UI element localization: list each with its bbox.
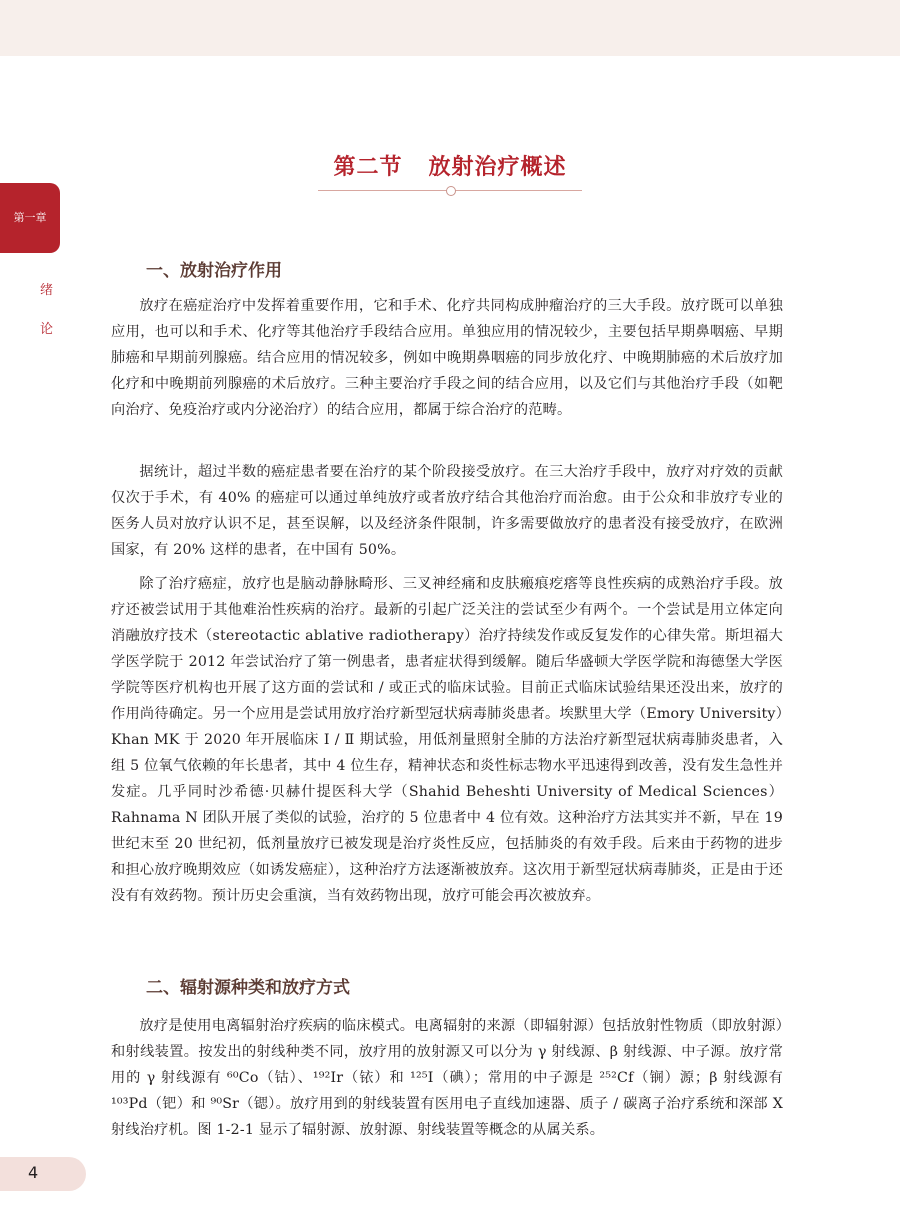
section-name: 放射治疗概述 [428, 155, 567, 180]
chapter-label-char-2: 论 [40, 322, 54, 337]
top-header-band [0, 0, 900, 56]
page-number-badge [0, 1157, 86, 1191]
paragraph-2: 据统计，超过半数的癌症患者要在治疗的某个阶段接受放疗。在三大治疗手段中，放疗对疗效的贡献仅次于手术，有 40% 的癌症可以通过单纯放疗或者放疗结合其他治疗而治愈。由于公众和非放疗专业的医务人员对放疗认识不足，甚至误解，以及经济条件限制，许多需要做放疗的患者没有接受放疗，在欧洲国家，有 20% 这样的患者，在中国有 50%。 [111, 464, 783, 558]
paragraph-1: 放疗在癌症治疗中发挥着重要作用，它和手术、化疗共同构成肿瘤治疗的三大手段。放疗既可以单独应用，也可以和手术、化疗等其他治疗手段结合应用。单独应用的情况较少，主要包括早期鼻咽癌、早期肺癌和早期前列腺癌。结合应用的情况较多，例如中晚期鼻咽癌的同步放化疗、中晚期肺癌的术后放疗加化疗和中晚期前列腺癌的术后放疗。三种主要治疗手段之间的结合应用，以及它们与其他治疗手段（如靶向治疗、免疫治疗或内分泌治疗）的结合应用，都属于综合治疗的范畴。 [111, 298, 783, 418]
section-number: 第二节 [333, 155, 403, 180]
chapter-tab [0, 183, 60, 253]
paragraph-4: 放疗是使用电离辐射治疗疾病的临床模式。电离辐射的来源（即辐射源）包括放射性物质（即放射源）和射线装置。按发出的射线种类不同，放疗用的放射源又可以分为 γ 射线源、β 射线源、中子源。放疗常用的 γ 射线源有 ⁶⁰Co（钴）、¹⁹²Ir（铱）和 ¹²⁵I（碘）；常用的中子源是 ²⁵²Cf（锎）源；β 射线源有 ¹⁰³Pd（钯）和 ⁹⁰Sr（锶）。放疗用到的射线装置有医用电子直线加速器、质子 / 碳离子治疗系统和深部 X 射线治疗机。图 1-2-1 显示了辐射源、放射源、射线装置等概念的从属关系。 [111, 1018, 783, 1138]
section-title [0, 150, 900, 181]
chapter-number: 第一章 [13, 211, 47, 224]
paragraph-3: 除了治疗癌症，放疗也是脑动静脉畸形、三叉神经痛和皮肤瘢痕疙瘩等良性疾病的成熟治疗手段。放疗还被尝试用于其他难治性疾病的治疗。最新的引起广泛关注的尝试至少有两个。一个尝试是用立体定向消融放疗技术（stereotactic ablative radiotherapy）治疗持续发作或反复发作的心律失常。斯坦福大学医学院于 2012 年尝试治疗了第一例患者，患者症状得到缓解。随后华盛顿大学医学院和海德堡大学医学院等医疗机构也开展了这方面的尝试和 / 或正式的临床试验。目前正式临床试验结果还没出来，放疗的作用尚待确定。另一个应用是尝试用放疗治疗新型冠状病毒肺炎患者。埃默里大学（Emory University）Khan MK 于 2020 年开展临床 Ⅰ / Ⅱ 期试验，用低剂量照射全肺的方法治疗新型冠状病毒肺炎患者，入组 5 位氧气依赖的年长患者，其中 4 位生存，精神状态和炎性标志物水平迅速得到改善，没有发生急性并发症。几乎同时沙希德·贝赫什提医科大学（Shahid Beheshti University of Medical Sciences）Rahnama N 团队开展了类似的试验，治疗的 5 位患者中 4 位有效。这种治疗方法其实并不新，早在 19 世纪末至 20 世纪初，低剂量放疗已被发现是治疗炎性反应，包括肺炎的有效手段。后来由于药物的进步和担心放疗晚期效应（如诱发癌症），这种治疗方法逐渐被放弃。这次用于新型冠状病毒肺炎，正是由于还没有有效药物。预计历史会重演，当有效药物出现，放疗可能会再次被放弃。 [111, 576, 783, 904]
chapter-label-char-1: 绪 [40, 283, 54, 298]
heading-2: 二、辐射源种类和放疗方式 [146, 978, 350, 998]
title-ornament-icon [446, 186, 456, 196]
heading-1: 一、放射治疗作用 [146, 261, 282, 281]
page-number: 4 [28, 1163, 39, 1182]
